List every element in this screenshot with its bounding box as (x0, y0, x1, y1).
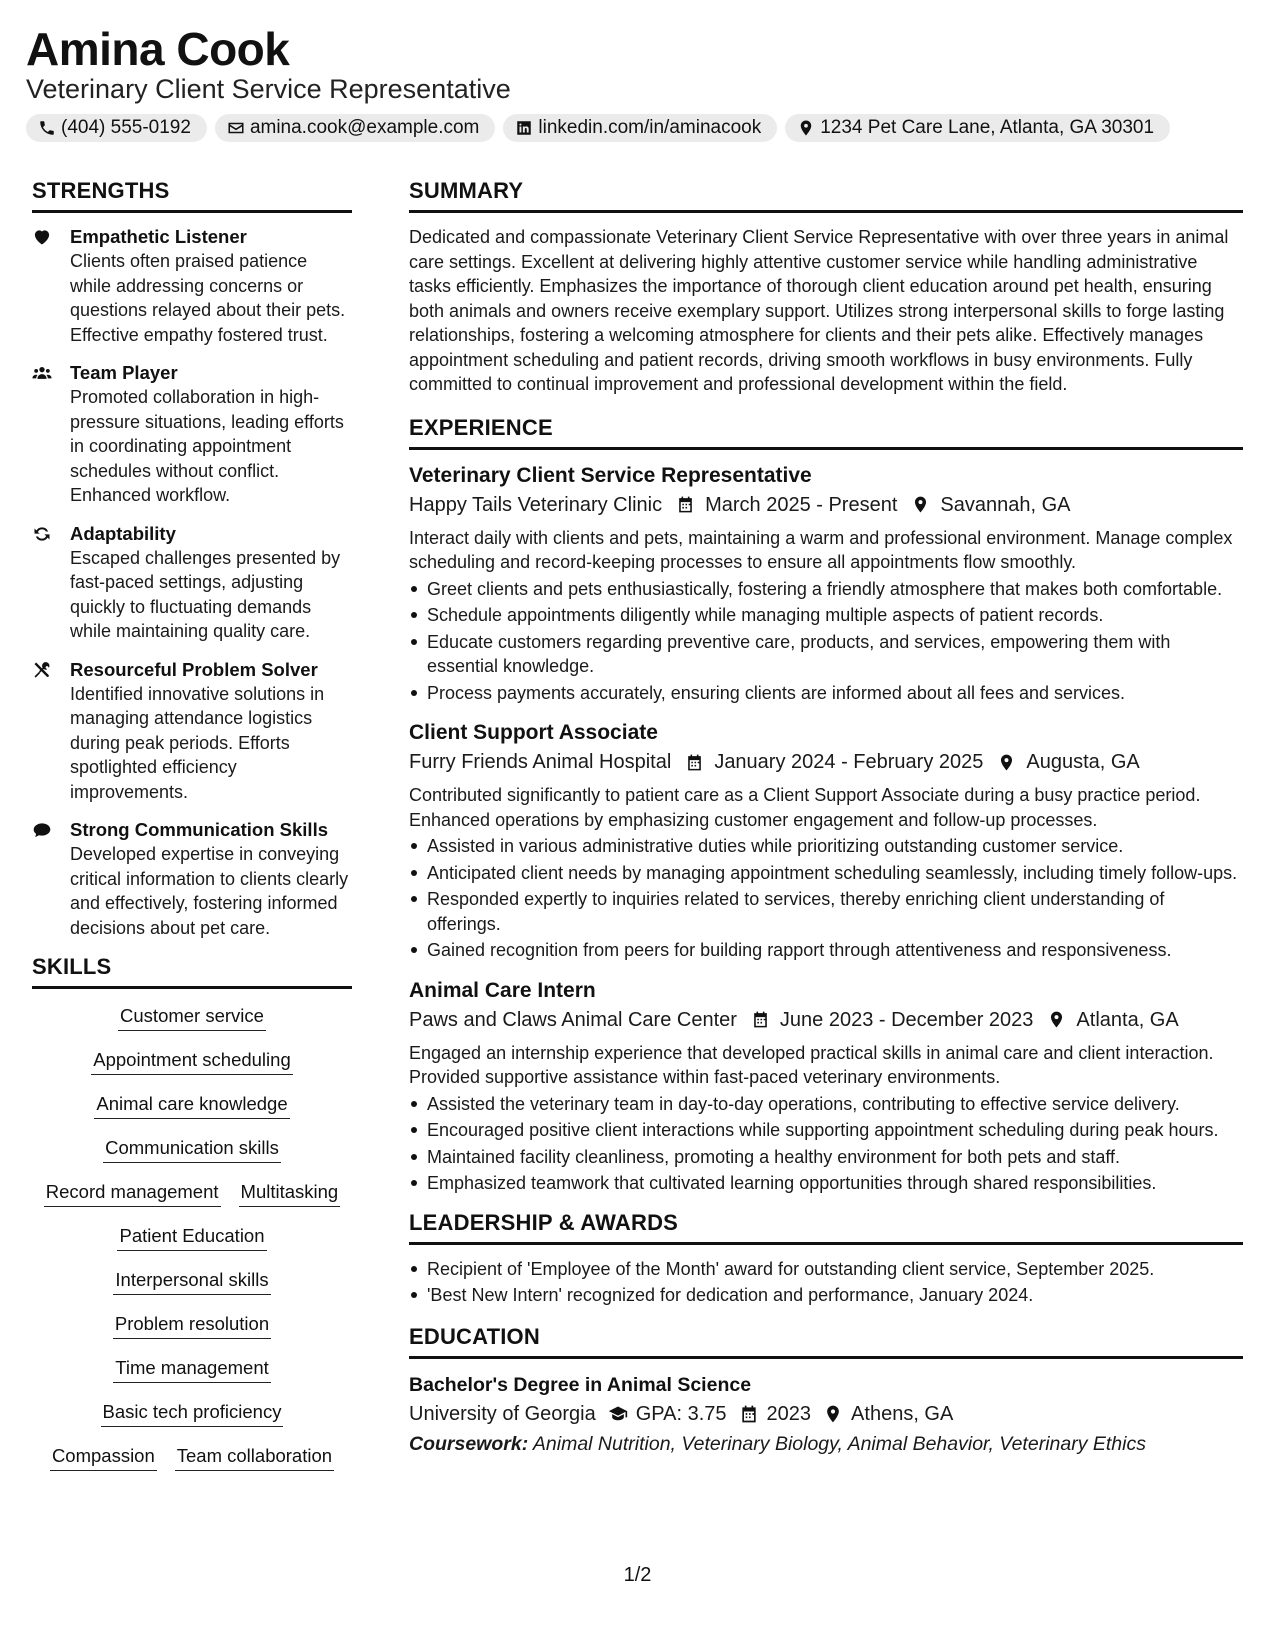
job-role: Animal Care Intern (409, 978, 596, 1002)
phone-icon (38, 119, 56, 137)
experience-heading: EXPERIENCE (409, 415, 1243, 450)
strength-item (32, 658, 352, 805)
job-bullets (409, 834, 1243, 963)
leadership-list (409, 1257, 1243, 1308)
strength-item (32, 522, 352, 644)
edu-location: Athens, GA (851, 1402, 954, 1425)
list-item: Assisted the veterinary team in day-to-day operations, contributing to effective service delivery. (409, 1092, 1243, 1117)
job-desc: Engaged an internship experience that developed practical skills in animal care and client interaction. Provided supportive assistance within fast-paced veterinary environments. (409, 1042, 1214, 1087)
job-company: Paws and Claws Animal Care Center (409, 1008, 737, 1031)
list-item: Gained recognition from peers for building rapport through attentiveness and responsiveness. (409, 938, 1243, 963)
list-item: Encouraged positive client interactions while supporting appointment scheduling during peak hours. (409, 1118, 1243, 1143)
list-item: Greet clients and pets enthusiastically, fostering a friendly atmosphere that makes both comfortable. (409, 577, 1243, 602)
list-item: Schedule appointments diligently while managing multiple aspects of patient records. (409, 603, 1243, 628)
skill-tag: Multitasking (239, 1181, 341, 1207)
strength-title: Strong Communication Skills (70, 819, 328, 840)
skill-tag: Time management (113, 1357, 271, 1383)
job-location: Savannah, GA (940, 493, 1071, 516)
strength-title: Adaptability (70, 522, 176, 544)
strength-title: Team Player (70, 362, 178, 383)
coursework-text: Animal Nutrition, Veterinary Biology, Animal Behavior, Veterinary Ethics (532, 1432, 1146, 1455)
coursework-label: Coursework: (409, 1432, 529, 1455)
strength-item (32, 361, 352, 508)
map-pin-icon (1047, 1010, 1066, 1029)
strength-item (32, 225, 352, 347)
list-item: Anticipated client needs by managing appointment scheduling seamlessly, including timely follow-ups. (409, 861, 1243, 886)
job-meta (409, 490, 1243, 520)
contact-address[interactable] (785, 114, 1170, 142)
strength-desc: Escaped challenges presented by fast-paced settings, adjusting quickly to fluctuating demands while maintaining quality care. (70, 547, 341, 641)
edu-school: University of Georgia (409, 1402, 596, 1425)
strength-desc: Identified innovative solutions in managing attendance logistics during peak periods. Efforts spotlighted efficiency improvements. (70, 683, 325, 802)
calendar-icon (739, 1404, 759, 1424)
job-desc: Interact daily with clients and pets, maintaining a warm and professional environment. Manage complex scheduling and record-keeping processes to ensure all appointments flow smoothly. (409, 527, 1233, 572)
strengths-heading: STRENGTHS (32, 178, 352, 213)
job-bullets (409, 577, 1243, 706)
job-location: Augusta, GA (1026, 751, 1140, 773)
users-icon (32, 363, 52, 383)
list-item: Process payments accurately, ensuring clients are informed about all fees and services. (409, 681, 1243, 706)
calendar-icon (751, 1010, 770, 1029)
right-column (409, 178, 1243, 1459)
sync-icon (32, 524, 52, 544)
list-item: Educate customers regarding preventive care, products, and services, empowering them with essential knowledge. (409, 630, 1243, 679)
contact-address-text: 1234 Pet Care Lane, Atlanta, GA 30301 (820, 117, 1155, 138)
edu-coursework (409, 1429, 1243, 1459)
education-heading: EDUCATION (409, 1324, 1243, 1359)
edu-gpa: GPA: 3.75 (635, 1402, 727, 1425)
strength-desc: Promoted collaboration in high-pressure situations, leading efforts in coordinating appointment schedules without conflict. Enhanced workflow. (70, 387, 344, 505)
envelope-icon (227, 119, 245, 137)
skill-tag: Interpersonal skills (113, 1269, 270, 1295)
job-dates: March 2025 - Present (705, 493, 898, 516)
map-pin-icon (797, 119, 815, 137)
skill-tag: Customer service (118, 1005, 266, 1031)
contact-linkedin[interactable] (503, 114, 777, 142)
calendar-icon (685, 753, 704, 772)
job-meta (409, 747, 1243, 777)
map-pin-icon (823, 1404, 843, 1424)
comment-icon (32, 820, 52, 840)
list-item: Maintained facility cleanliness, promoting a healthy environment for both pets and staff. (409, 1145, 1243, 1170)
edu-degree: Bachelor's Degree in Animal Science (409, 1373, 752, 1396)
skill-tag: Appointment scheduling (91, 1049, 292, 1075)
strength-title: Empathetic Listener (70, 226, 247, 247)
contact-bar (26, 114, 1170, 142)
map-pin-icon (997, 753, 1016, 772)
job-entry (409, 719, 1243, 963)
skills-list (32, 1001, 352, 1471)
job-entry (409, 462, 1243, 706)
candidate-name: Amina Cook (26, 23, 290, 75)
edu-meta (409, 1399, 1243, 1429)
skill-tag: Team collaboration (175, 1445, 334, 1471)
tools-icon (32, 660, 52, 680)
left-column (32, 178, 352, 1471)
skill-tag: Patient Education (117, 1225, 266, 1251)
job-dates: January 2024 - February 2025 (714, 751, 984, 773)
skill-tag: Problem resolution (113, 1313, 271, 1339)
job-role: Client Support Associate (409, 721, 658, 744)
contact-email-text: amina.cook@example.com (249, 117, 480, 138)
list-item: Emphasized teamwork that cultivated learning opportunities through shared responsibilities. (409, 1171, 1243, 1196)
graduation-cap-icon (608, 1404, 628, 1424)
skill-tag: Basic tech proficiency (101, 1401, 284, 1427)
summary-text: Dedicated and compassionate Veterinary Client Service Representative with over three years in animal care settings. Excellent at delivering highly attentive customer service while handling administrative tasks efficiently. Emphasizes the importance of thorough client education around pet health, ensuring both animals and owners receive exemplary support. Utilizes strong interpersonal skills to forge lasting relationships, fostering a welcoming atmosphere for clients and their pets alike. Effectively manages appointment scheduling and patient records, driving smooth workflows in busy environments. Fully committed to continual improvement and professional development within the field. (409, 227, 1229, 394)
linkedin-icon (515, 119, 533, 137)
calendar-icon (676, 495, 695, 514)
leadership-heading: LEADERSHIP & AWARDS (409, 1210, 1243, 1245)
job-company: Happy Tails Veterinary Clinic (409, 493, 663, 516)
job-dates: June 2023 - December 2023 (779, 1008, 1034, 1031)
job-entry (409, 977, 1243, 1196)
edu-year: 2023 (766, 1402, 812, 1425)
contact-phone[interactable] (26, 114, 207, 142)
strength-desc: Developed expertise in conveying critical information to clients clearly and effectively, fostering informed decisions about pet care. (70, 844, 349, 938)
strength-item (32, 818, 352, 940)
skill-tag: Record management (44, 1181, 221, 1207)
list-item: Recipient of 'Employee of the Month' award for outstanding client service, September 2025. (409, 1257, 1243, 1282)
heart-icon (32, 227, 52, 247)
strength-desc: Clients often praised patience while addressing concerns or questions relayed about their pets. Effective empathy fostered trust. (70, 251, 346, 345)
job-desc: Contributed significantly to patient care as a Client Support Associate during a busy practice period. Enhanced operations by emphasizing customer engagement and follow-up processes. (409, 785, 1201, 830)
contact-email[interactable] (215, 114, 495, 142)
skills-heading: SKILLS (32, 954, 352, 989)
job-meta (409, 1005, 1243, 1035)
contact-linkedin-text: linkedin.com/in/aminacook (538, 117, 762, 138)
list-item: Responded expertly to inquiries related to services, thereby enriching client understanding of offerings. (409, 887, 1243, 936)
job-location: Atlanta, GA (1076, 1008, 1179, 1031)
job-bullets (409, 1092, 1243, 1196)
map-pin-icon (911, 495, 930, 514)
skill-tag: Compassion (50, 1445, 157, 1471)
page-number: 1/2 (623, 1564, 652, 1586)
skill-tag: Animal care knowledge (94, 1093, 289, 1119)
contact-phone-text: (404) 555-0192 (61, 117, 191, 138)
job-company: Furry Friends Animal Hospital (409, 751, 672, 773)
summary-heading: SUMMARY (409, 178, 1243, 213)
candidate-title: Veterinary Client Service Representative (26, 74, 511, 104)
job-role: Veterinary Client Service Representative (409, 463, 812, 487)
list-item: 'Best New Intern' recognized for dedication and performance, January 2024. (409, 1283, 1243, 1308)
list-item: Assisted in various administrative duties while prioritizing outstanding customer service. (409, 834, 1243, 859)
skill-tag: Communication skills (103, 1137, 281, 1163)
strength-title: Resourceful Problem Solver (70, 658, 318, 680)
